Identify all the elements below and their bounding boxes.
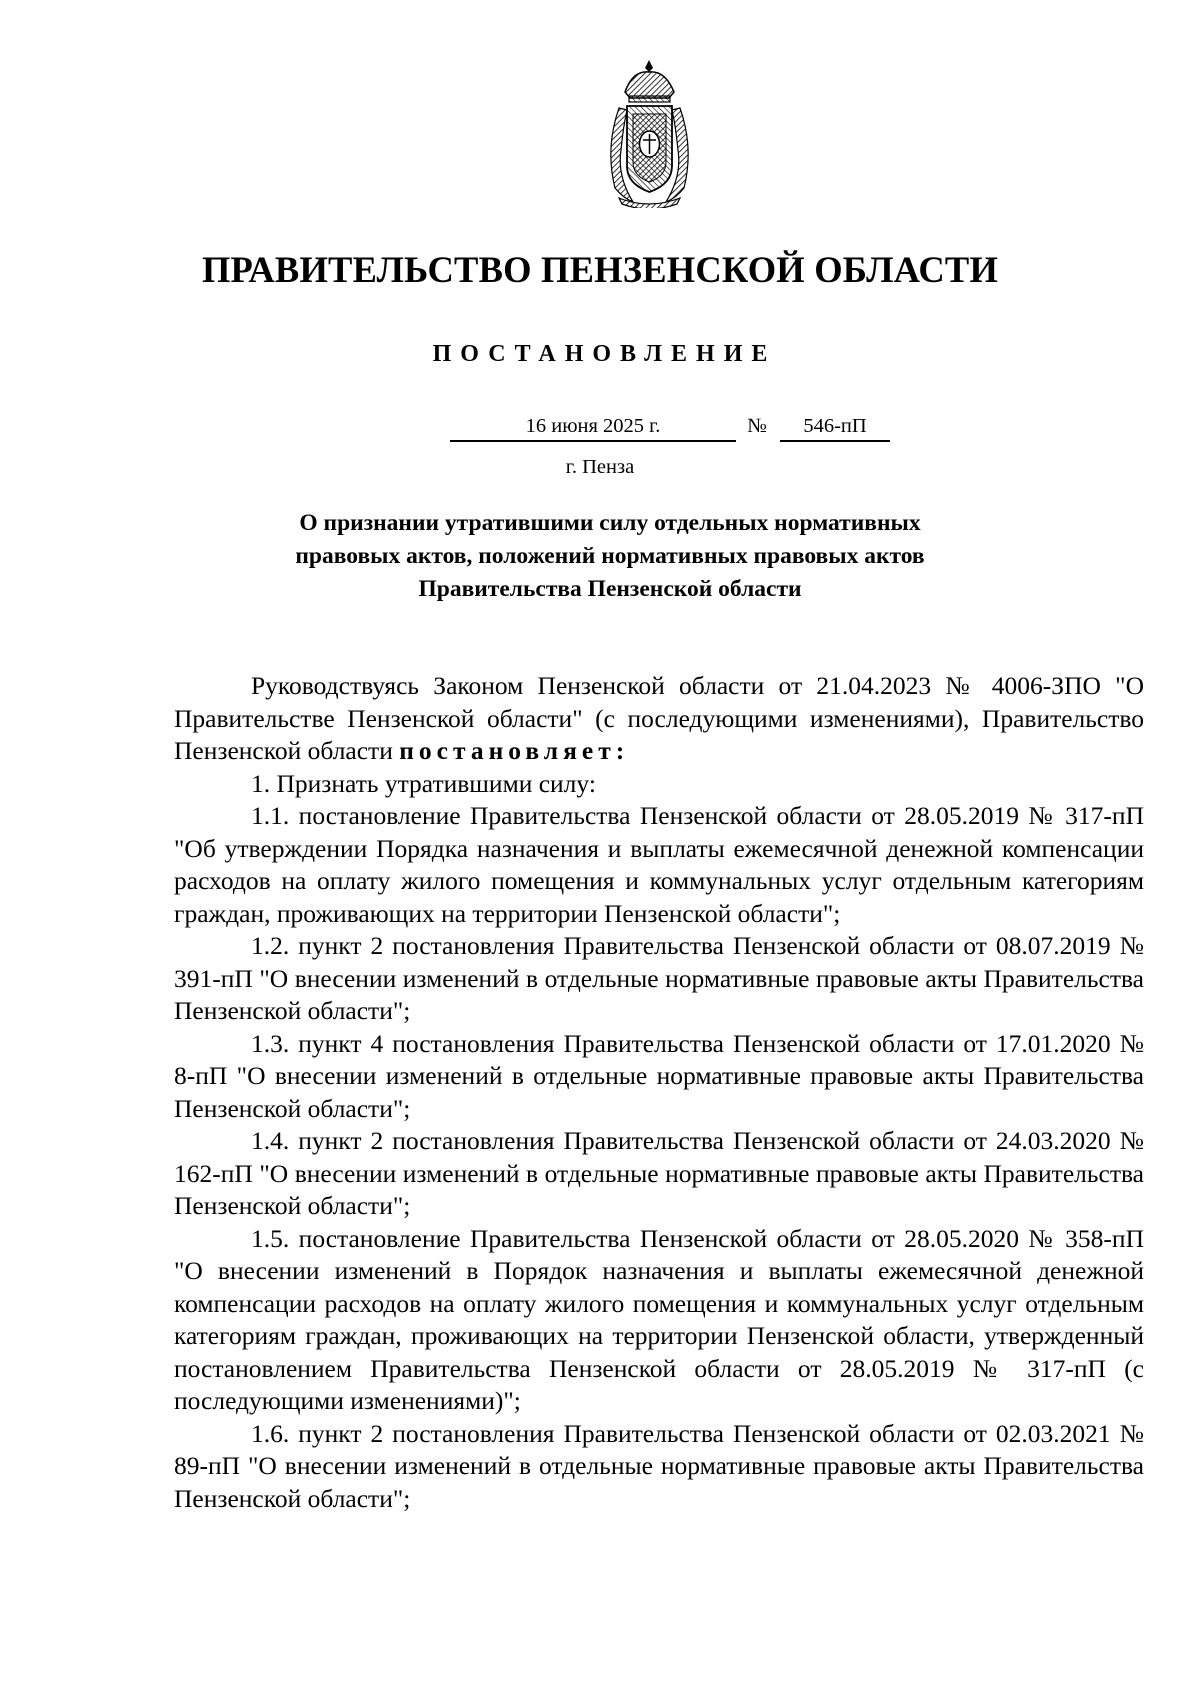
preamble-text: Руководствуясь Законом Пензенской области от 21.04.2023 № 4006-ЗПО "О Правительстве Пензенской области" (с последующими изменениями), Правительство Пензенской области <box>174 671 1144 765</box>
item-1-3: 1.3. пункт 4 постановления Правительства Пензенской области от 17.01.2020 № 8-пП "О внесении изменений в отдельные нормативные правовые акты Правительства Пензенской области"; <box>174 1028 1144 1123</box>
document-number: 546-пП <box>780 412 890 442</box>
document-body <box>174 670 1144 1515</box>
date-number-line <box>450 412 900 446</box>
preamble-paragraph <box>174 670 1144 768</box>
item-1-1: 1.1. постановление Правительства Пензенской области от 28.05.2019 № 317-пП "Об утверждении Порядка назначения и выплаты ежемесячной денежной компенсации расходов на оплату жилого помещения и коммунальных услуг отдельным категориям граждан, проживающих на территории Пензенской области"; <box>174 801 1144 928</box>
penza-coat-of-arms-icon <box>603 58 696 208</box>
preamble-keyword: постановляет: <box>399 736 630 765</box>
government-title: ПРАВИТЕЛЬСТВО ПЕНЗЕНСКОЙ ОБЛАСТИ <box>201 249 999 290</box>
item-1: 1. Признать утратившими силу: <box>251 768 596 798</box>
document-subject <box>230 507 990 606</box>
item-1-5: 1.5. постановление Правительства Пензенской области от 28.05.2020 № 358-пП "О внесении изменений в Порядок назначения и выплаты ежемесячной денежной компенсации расходов на оплату жилого помещения и коммунальных услуг отдельным категориям граждан, проживающих на территории Пензенской области, утвержденный постановлением Правительства Пензенской области от 28.05.2019 № 317-пП (с последующими изменениями)"; <box>174 1223 1144 1415</box>
item-1-2: 1.2. пункт 2 постановления Правительства Пензенской области от 08.07.2019 № 391-пП "О внесении изменений в отдельные нормативные правовые акты Правительства Пензенской области"; <box>174 931 1144 1025</box>
number-sign: № <box>747 415 767 437</box>
document-date: 16 июня 2025 г. <box>450 412 736 442</box>
document-city: г. Пенза <box>565 456 635 478</box>
item-1-6: 1.6. пункт 2 постановления Правительства Пензенской области от 02.03.2021 № 89-пП "О внесении изменений в отдельные нормативные правовые акты Правительства Пензенской области"; <box>174 1418 1144 1513</box>
subject-line-2: правовых актов, положений нормативных правовых актов <box>295 543 925 569</box>
subject-line-3: Правительства Пензенской области <box>418 576 802 602</box>
subject-line-1: О признании утратившими силу отдельных нормативных <box>299 510 921 536</box>
document-type: ПОСТАНОВЛЕНИЕ <box>432 341 777 367</box>
item-1-4: 1.4. пункт 2 постановления Правительства Пензенской области от 24.03.2020 № 162-пП "О внесении изменений в отдельные нормативные правовые акты Правительства Пензенской области"; <box>174 1126 1144 1220</box>
